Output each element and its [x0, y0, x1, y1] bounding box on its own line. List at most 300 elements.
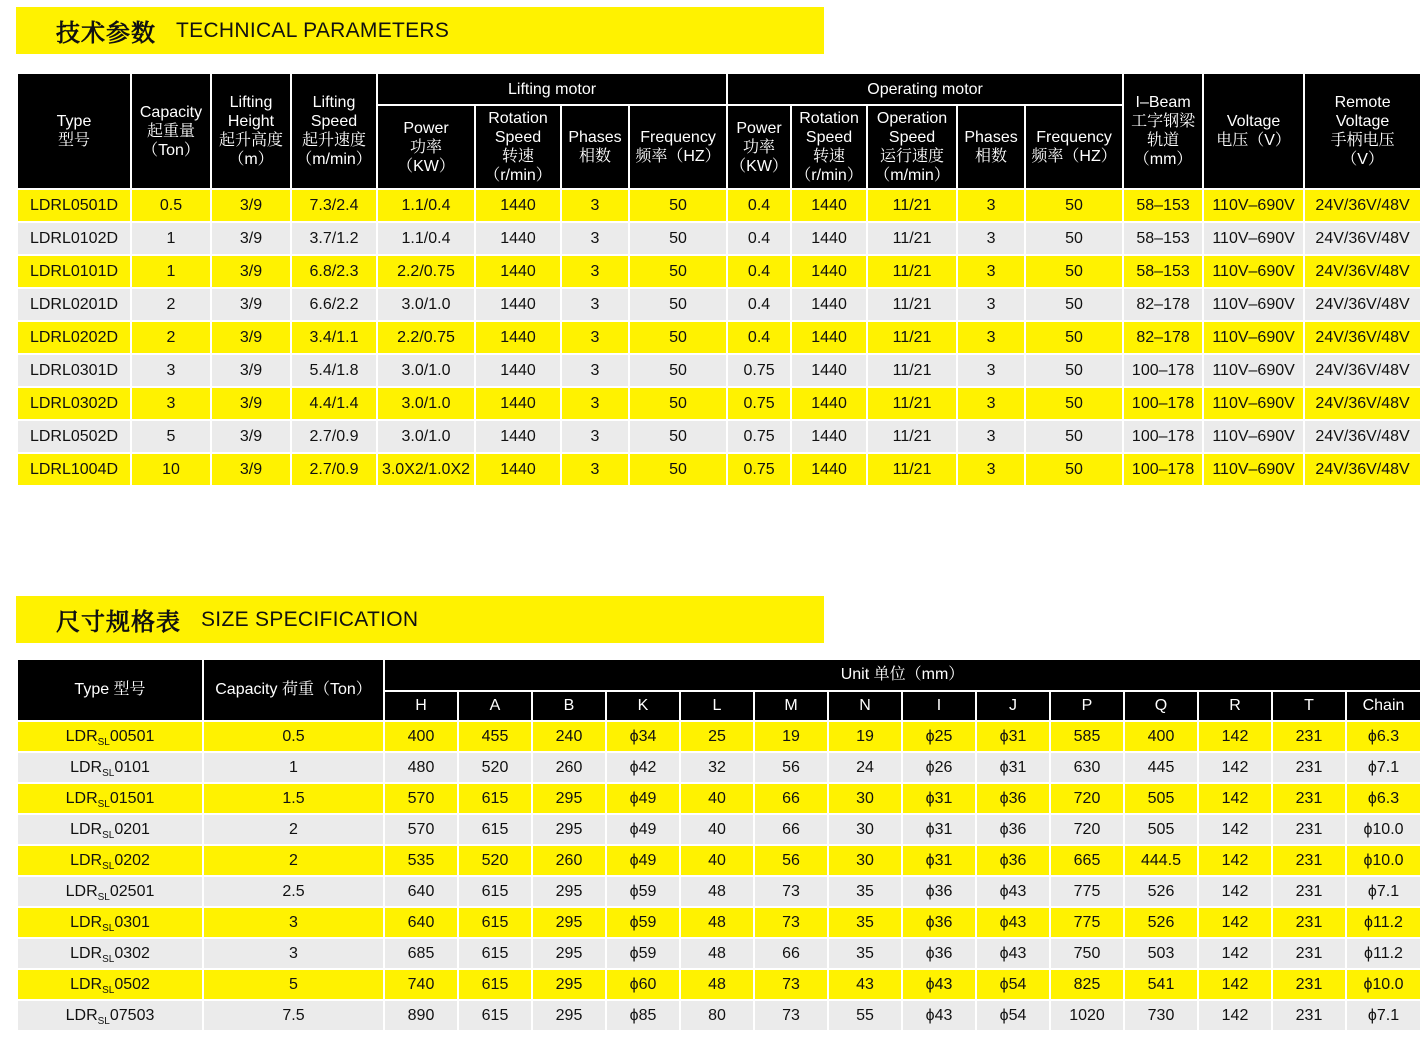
cell-capacity: 10: [131, 453, 211, 486]
cell-dim-r: 142: [1198, 907, 1272, 938]
cell-om-power: 0.75: [727, 354, 791, 387]
cell-om-rotation: 1440: [791, 222, 867, 255]
header-lifting-motor: Lifting motor: [377, 73, 727, 105]
cell-dim-j: ϕ36: [976, 814, 1050, 845]
cell-dim-p: 585: [1050, 721, 1124, 752]
type-subscript: SL: [102, 984, 115, 996]
cell-lm-power: 3.0/1.0: [377, 387, 475, 420]
type-prefix: LDR: [70, 913, 103, 931]
header-line: 手柄电压: [1330, 132, 1395, 149]
table-row: [17, 752, 1421, 783]
tech-title-cn: 技术参数: [56, 19, 156, 47]
cell-dim-q: 730: [1124, 1000, 1198, 1031]
cell-dim-a: 615: [458, 1000, 532, 1031]
header-line: Speed: [310, 113, 358, 130]
header-line: 起重量: [146, 122, 195, 140]
cell-om-power: 0.4: [727, 288, 791, 321]
cell-om-frequency: 50: [1025, 387, 1123, 420]
cell-lm-rotation: 1440: [475, 255, 561, 288]
cell-remote-voltage: 24V/36V/48V: [1304, 288, 1421, 321]
header-om-power: [727, 105, 791, 189]
size-header-dim: H: [384, 691, 458, 721]
header-line: Height: [227, 113, 275, 130]
header-line: 转速: [501, 148, 534, 165]
cell-dim-i: ϕ43: [902, 1000, 976, 1031]
cell-lm-frequency: 50: [629, 255, 727, 288]
size-header-dim: L: [680, 691, 754, 721]
cell-dim-m: 56: [754, 845, 828, 876]
type-prefix: LDR: [70, 758, 103, 776]
cell-lm-frequency: 50: [629, 354, 727, 387]
cell-dim-a: 615: [458, 938, 532, 969]
cell-ibeam: 58–153: [1123, 255, 1203, 288]
type-code: 0201: [114, 820, 150, 838]
cell-om-operation: 11/21: [867, 387, 957, 420]
header-line: Frequency: [1036, 129, 1112, 146]
cell-lm-phases: 3: [561, 354, 629, 387]
cell-om-rotation: 1440: [791, 255, 867, 288]
cell-om-power: 0.75: [727, 387, 791, 420]
cell-dim-j: ϕ36: [976, 783, 1050, 814]
header-line: 频率（HZ）: [1031, 148, 1117, 165]
cell-dim-q: 445: [1124, 752, 1198, 783]
cell-dim-h: 685: [384, 938, 458, 969]
cell-capacity: 1.5: [203, 783, 384, 814]
cell-ibeam: 100–178: [1123, 453, 1203, 486]
header-line: 起升高度: [218, 132, 283, 149]
header-voltage: [1203, 73, 1304, 189]
cell-lm-rotation: 1440: [475, 354, 561, 387]
cell-dim-p: 720: [1050, 814, 1124, 845]
type-code: 02501: [109, 882, 155, 900]
size-header-dim: P: [1050, 691, 1124, 721]
type-subscript: SL: [102, 767, 115, 779]
cell-remote-voltage: 24V/36V/48V: [1304, 189, 1421, 222]
cell-remote-voltage: 24V/36V/48V: [1304, 453, 1421, 486]
cell-dim-h: 400: [384, 721, 458, 752]
cell-dim-l: 48: [680, 876, 754, 907]
cell-dim-chain: ϕ6.3: [1346, 783, 1421, 814]
cell-lm-frequency: 50: [629, 288, 727, 321]
header-ibeam: [1123, 73, 1203, 189]
type-prefix: LDR: [65, 789, 98, 807]
cell-dim-b: 295: [532, 969, 606, 1000]
cell-capacity: 3: [131, 354, 211, 387]
cell-dim-t: 231: [1272, 1000, 1346, 1031]
cell-dim-t: 231: [1272, 876, 1346, 907]
cell-type: LDRL1004D: [17, 453, 131, 486]
cell-type: [17, 814, 203, 845]
header-line: Capacity: [139, 103, 203, 121]
cell-dim-b: 240: [532, 721, 606, 752]
tech-table-body: [17, 189, 1421, 486]
cell-dim-r: 142: [1198, 969, 1272, 1000]
header-line: （m/min）: [296, 151, 372, 168]
header-line: （mm）: [1133, 151, 1193, 168]
cell-lifting-height: 3/9: [211, 288, 291, 321]
header-om-rotation: [791, 105, 867, 189]
size-header-dim: R: [1198, 691, 1272, 721]
cell-dim-b: 295: [532, 814, 606, 845]
cell-om-frequency: 50: [1025, 189, 1123, 222]
cell-capacity: 5: [131, 420, 211, 453]
cell-dim-n: 19: [828, 721, 902, 752]
cell-type: [17, 876, 203, 907]
cell-dim-m: 73: [754, 969, 828, 1000]
cell-om-operation: 11/21: [867, 222, 957, 255]
type-subscript: SL: [97, 1015, 110, 1027]
size-header-unit: Unit 单位（mm）: [384, 659, 1421, 691]
header-line: 轨道: [1147, 132, 1180, 149]
cell-lm-phases: 3: [561, 288, 629, 321]
table-row: [17, 189, 1421, 222]
cell-om-phases: 3: [957, 321, 1025, 354]
cell-dim-l: 48: [680, 938, 754, 969]
cell-lm-rotation: 1440: [475, 222, 561, 255]
cell-capacity: 2.5: [203, 876, 384, 907]
cell-om-phases: 3: [957, 453, 1025, 486]
cell-dim-k: ϕ60: [606, 969, 680, 1000]
cell-capacity: 2: [131, 288, 211, 321]
cell-dim-j: ϕ43: [976, 938, 1050, 969]
header-line: Type: [56, 113, 92, 130]
cell-dim-a: 455: [458, 721, 532, 752]
cell-dim-a: 615: [458, 814, 532, 845]
cell-om-operation: 11/21: [867, 255, 957, 288]
header-line: 工字钢梁: [1131, 113, 1196, 130]
cell-dim-t: 231: [1272, 814, 1346, 845]
header-line: Operation: [876, 110, 948, 127]
header-line: 相数: [578, 148, 611, 165]
cell-type: [17, 721, 203, 752]
cell-dim-l: 40: [680, 814, 754, 845]
header-remote-voltage: [1304, 73, 1421, 189]
cell-dim-l: 48: [680, 907, 754, 938]
table-row: [17, 255, 1421, 288]
cell-ibeam: 58–153: [1123, 189, 1203, 222]
header-lifting-speed: [291, 73, 377, 189]
cell-lifting-height: 3/9: [211, 255, 291, 288]
type-code: 0301: [114, 913, 150, 931]
header-line: Voltage: [1226, 113, 1281, 130]
table-row: [17, 387, 1421, 420]
cell-dim-q: 526: [1124, 876, 1198, 907]
type-code: 0502: [114, 975, 150, 993]
size-header-dim: Q: [1124, 691, 1198, 721]
header-line: （KW）: [730, 157, 788, 175]
cell-lifting-speed: 2.7/0.9: [291, 453, 377, 486]
cell-type: [17, 752, 203, 783]
cell-lifting-height: 3/9: [211, 321, 291, 354]
cell-lifting-speed: 4.4/1.4: [291, 387, 377, 420]
cell-capacity: 1: [131, 255, 211, 288]
cell-lm-power: 3.0/1.0: [377, 420, 475, 453]
cell-dim-m: 66: [754, 783, 828, 814]
header-line: Power: [736, 119, 782, 137]
cell-lifting-speed: 7.3/2.4: [291, 189, 377, 222]
table-row: [17, 453, 1421, 486]
cell-voltage: 110V–690V: [1203, 354, 1304, 387]
cell-lm-power: 3.0X2/1.0X2: [377, 453, 475, 486]
header-line: （m）: [228, 151, 274, 168]
size-header-dim: N: [828, 691, 902, 721]
cell-dim-m: 56: [754, 752, 828, 783]
cell-dim-b: 295: [532, 1000, 606, 1031]
cell-lifting-speed: 6.8/2.3: [291, 255, 377, 288]
size-header-dim: J: [976, 691, 1050, 721]
cell-lm-phases: 3: [561, 453, 629, 486]
cell-dim-k: ϕ34: [606, 721, 680, 752]
table-row: [17, 354, 1421, 387]
cell-dim-t: 231: [1272, 845, 1346, 876]
cell-dim-j: ϕ54: [976, 969, 1050, 1000]
cell-dim-l: 80: [680, 1000, 754, 1031]
cell-dim-m: 66: [754, 814, 828, 845]
cell-om-operation: 11/21: [867, 420, 957, 453]
table-row: [17, 845, 1421, 876]
cell-dim-r: 142: [1198, 721, 1272, 752]
size-header-dim: Chain: [1346, 691, 1421, 721]
cell-ibeam: 100–178: [1123, 420, 1203, 453]
size-section-banner: [16, 596, 824, 643]
header-lm-rotation: [475, 105, 561, 189]
cell-dim-a: 520: [458, 752, 532, 783]
header-operating-motor: Operating motor: [727, 73, 1123, 105]
header-line: Lifting: [229, 94, 273, 111]
cell-dim-i: ϕ31: [902, 814, 976, 845]
size-header-dim: A: [458, 691, 532, 721]
header-line: Power: [403, 119, 449, 137]
header-line: I–Beam: [1135, 94, 1191, 111]
cell-dim-b: 295: [532, 876, 606, 907]
cell-om-power: 0.4: [727, 255, 791, 288]
cell-dim-q: 503: [1124, 938, 1198, 969]
header-line: Rotation: [488, 110, 548, 127]
cell-lifting-height: 3/9: [211, 420, 291, 453]
type-prefix: LDR: [70, 820, 103, 838]
type-subscript: SL: [97, 736, 110, 748]
cell-lifting-speed: 5.4/1.8: [291, 354, 377, 387]
type-subscript: SL: [97, 891, 110, 903]
size-header-dim: K: [606, 691, 680, 721]
cell-capacity: 1: [203, 752, 384, 783]
table-row: [17, 969, 1421, 1000]
type-subscript: SL: [102, 829, 115, 841]
cell-dim-r: 142: [1198, 814, 1272, 845]
cell-dim-i: ϕ31: [902, 845, 976, 876]
cell-lifting-speed: 3.7/1.2: [291, 222, 377, 255]
header-line: Voltage: [1335, 113, 1390, 130]
type-code: 00501: [109, 727, 155, 745]
cell-lm-rotation: 1440: [475, 189, 561, 222]
header-om-phases: [957, 105, 1025, 189]
cell-lifting-height: 3/9: [211, 189, 291, 222]
cell-dim-t: 231: [1272, 721, 1346, 752]
cell-capacity: 2: [203, 814, 384, 845]
table-row: [17, 222, 1421, 255]
table-row: [17, 876, 1421, 907]
header-line: Speed: [494, 129, 542, 146]
table-row: [17, 1000, 1421, 1031]
cell-dim-p: 720: [1050, 783, 1124, 814]
cell-type: LDRL0301D: [17, 354, 131, 387]
cell-type: LDRL0101D: [17, 255, 131, 288]
header-line: （r/min）: [484, 167, 552, 184]
cell-dim-m: 19: [754, 721, 828, 752]
cell-type: [17, 783, 203, 814]
cell-dim-p: 630: [1050, 752, 1124, 783]
header-line: 起升速度: [301, 132, 366, 149]
cell-dim-b: 295: [532, 783, 606, 814]
type-subscript: SL: [102, 953, 115, 965]
cell-type: LDRL0501D: [17, 189, 131, 222]
cell-lm-frequency: 50: [629, 387, 727, 420]
cell-lm-frequency: 50: [629, 453, 727, 486]
cell-ibeam: 100–178: [1123, 354, 1203, 387]
cell-om-rotation: 1440: [791, 288, 867, 321]
table-row: [17, 288, 1421, 321]
size-header-dim: I: [902, 691, 976, 721]
cell-dim-chain: ϕ10.0: [1346, 845, 1421, 876]
cell-dim-r: 142: [1198, 845, 1272, 876]
cell-dim-k: ϕ59: [606, 876, 680, 907]
header-line: 转速: [813, 148, 846, 165]
cell-dim-j: ϕ31: [976, 752, 1050, 783]
cell-dim-k: ϕ85: [606, 1000, 680, 1031]
header-line: 功率: [743, 138, 776, 156]
cell-lm-power: 2.2/0.75: [377, 255, 475, 288]
cell-voltage: 110V–690V: [1203, 288, 1304, 321]
cell-dim-h: 570: [384, 814, 458, 845]
cell-dim-j: ϕ31: [976, 721, 1050, 752]
cell-om-rotation: 1440: [791, 189, 867, 222]
cell-capacity: 2: [203, 845, 384, 876]
cell-om-phases: 3: [957, 189, 1025, 222]
cell-remote-voltage: 24V/36V/48V: [1304, 321, 1421, 354]
cell-ibeam: 82–178: [1123, 288, 1203, 321]
cell-dim-a: 615: [458, 907, 532, 938]
cell-om-phases: 3: [957, 354, 1025, 387]
header-line: Speed: [888, 129, 936, 146]
type-prefix: LDR: [65, 727, 98, 745]
type-prefix: LDR: [65, 1006, 98, 1024]
type-subscript: SL: [102, 922, 115, 934]
cell-dim-i: ϕ25: [902, 721, 976, 752]
cell-voltage: 110V–690V: [1203, 453, 1304, 486]
cell-dim-a: 615: [458, 969, 532, 1000]
size-header-dim: B: [532, 691, 606, 721]
cell-dim-t: 231: [1272, 938, 1346, 969]
type-subscript: SL: [102, 860, 115, 872]
size-header-capacity: Capacity 荷重（Ton）: [203, 659, 384, 721]
header-line: （Ton）: [142, 141, 200, 159]
cell-dim-k: ϕ59: [606, 938, 680, 969]
cell-lm-phases: 3: [561, 255, 629, 288]
cell-dim-r: 142: [1198, 938, 1272, 969]
cell-om-power: 0.75: [727, 420, 791, 453]
cell-type: [17, 845, 203, 876]
header-line: 运行速度: [880, 148, 945, 165]
cell-om-phases: 3: [957, 288, 1025, 321]
cell-lifting-height: 3/9: [211, 222, 291, 255]
cell-dim-p: 775: [1050, 907, 1124, 938]
header-line: Phases: [568, 129, 622, 146]
cell-lm-phases: 3: [561, 222, 629, 255]
cell-om-frequency: 50: [1025, 288, 1123, 321]
type-prefix: LDR: [70, 851, 103, 869]
table-row: [17, 938, 1421, 969]
cell-dim-t: 231: [1272, 752, 1346, 783]
cell-capacity: 5: [203, 969, 384, 1000]
cell-dim-a: 520: [458, 845, 532, 876]
cell-om-frequency: 50: [1025, 453, 1123, 486]
size-header-type: Type 型号: [17, 659, 203, 721]
cell-voltage: 110V–690V: [1203, 387, 1304, 420]
header-type: [17, 73, 131, 189]
cell-dim-i: ϕ43: [902, 969, 976, 1000]
cell-dim-n: 30: [828, 814, 902, 845]
cell-lm-power: 2.2/0.75: [377, 321, 475, 354]
cell-dim-j: ϕ36: [976, 845, 1050, 876]
cell-lifting-height: 3/9: [211, 453, 291, 486]
cell-om-frequency: 50: [1025, 255, 1123, 288]
cell-om-power: 0.4: [727, 321, 791, 354]
cell-dim-n: 43: [828, 969, 902, 1000]
cell-lm-rotation: 1440: [475, 321, 561, 354]
cell-lm-frequency: 50: [629, 222, 727, 255]
cell-dim-chain: ϕ11.2: [1346, 907, 1421, 938]
cell-voltage: 110V–690V: [1203, 189, 1304, 222]
cell-dim-n: 30: [828, 845, 902, 876]
cell-dim-n: 35: [828, 907, 902, 938]
cell-lm-rotation: 1440: [475, 387, 561, 420]
cell-lm-frequency: 50: [629, 420, 727, 453]
cell-dim-r: 142: [1198, 783, 1272, 814]
cell-type: [17, 907, 203, 938]
cell-dim-chain: ϕ10.0: [1346, 814, 1421, 845]
cell-lm-rotation: 1440: [475, 288, 561, 321]
cell-dim-t: 231: [1272, 969, 1346, 1000]
cell-capacity: 3: [131, 387, 211, 420]
cell-dim-chain: ϕ7.1: [1346, 1000, 1421, 1031]
cell-type: LDRL0502D: [17, 420, 131, 453]
cell-dim-a: 615: [458, 876, 532, 907]
cell-om-phases: 3: [957, 420, 1025, 453]
cell-dim-i: ϕ36: [902, 938, 976, 969]
cell-dim-n: 24: [828, 752, 902, 783]
cell-lifting-height: 3/9: [211, 354, 291, 387]
tech-title-en: TECHNICAL PARAMETERS: [176, 18, 450, 42]
cell-om-phases: 3: [957, 387, 1025, 420]
cell-om-power: 0.75: [727, 453, 791, 486]
header-lm-phases: [561, 105, 629, 189]
header-line: Lifting: [312, 94, 356, 111]
table-row: [17, 321, 1421, 354]
header-lm-frequency: [629, 105, 727, 189]
cell-dim-m: 73: [754, 907, 828, 938]
cell-dim-chain: ϕ6.3: [1346, 721, 1421, 752]
cell-dim-i: ϕ31: [902, 783, 976, 814]
table-row: [17, 814, 1421, 845]
table-row: [17, 420, 1421, 453]
cell-lm-phases: 3: [561, 321, 629, 354]
cell-dim-p: 1020: [1050, 1000, 1124, 1031]
header-line: 型号: [57, 132, 90, 149]
type-code: 07503: [109, 1006, 155, 1024]
cell-dim-q: 526: [1124, 907, 1198, 938]
type-prefix: LDR: [65, 882, 98, 900]
cell-dim-k: ϕ42: [606, 752, 680, 783]
